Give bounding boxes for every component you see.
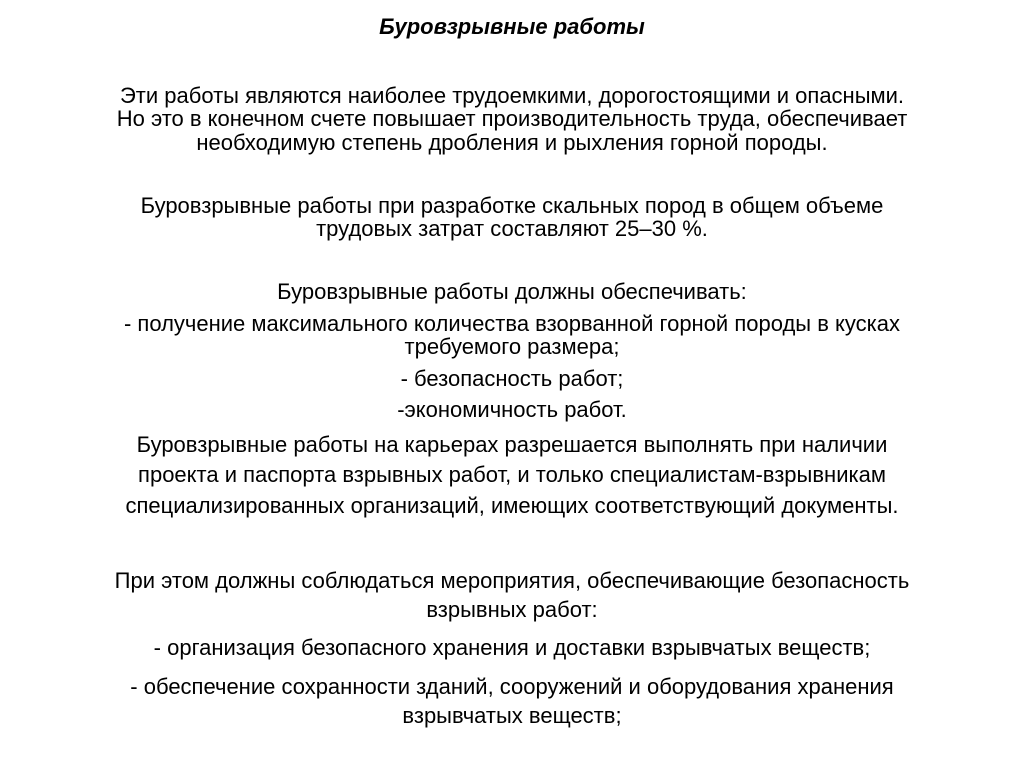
slide-title: Буровзрывные работы	[379, 14, 645, 39]
p5-line-1: При этом должны соблюдаться мероприятия, обеспечивающие безопасность	[114, 568, 910, 593]
p2-line-1: Буровзрывные работы при разработке скальных пород в общем объеме	[140, 193, 884, 218]
p2-line-2: трудовых затрат составляют 25–30 %.	[316, 216, 708, 241]
p3-line-2: - получение максимального количества взорванной горной породы в кусках	[123, 311, 900, 336]
p5-line-5: взрывчатых веществ;	[402, 703, 622, 728]
p3-line-1: Буровзрывные работы должны обеспечивать:	[277, 279, 747, 304]
p1-line-2: Но это в конечном счете повышает производительность труда, обеспечивает	[116, 106, 908, 131]
p4-line-3: специализированных организаций, имеющих соответствующий документы.	[125, 493, 899, 518]
p3-line-5: -экономичность работ.	[397, 397, 627, 422]
p5-line-4: - обеспечение сохранности зданий, сооружений и оборудования хранения	[130, 674, 894, 699]
p4-line-1: Буровзрывные работы на карьерах разрешается выполнять при наличии	[136, 432, 888, 457]
p4-line-2: проекта и паспорта взрывных работ, и только специалистам-взрывникам	[138, 462, 886, 487]
p5-line-3: - организация безопасного хранения и доставки взрывчатых веществ;	[153, 635, 871, 660]
p1-line-1: Эти работы являются наиболее трудоемкими, дорогостоящими и опасными.	[119, 83, 905, 108]
p3-line-3: требуемого размера;	[404, 334, 620, 359]
p5-line-2: взрывных работ:	[426, 597, 598, 622]
p3-line-4: - безопасность работ;	[400, 366, 624, 391]
p1-line-3: необходимую степень дробления и рыхления горной породы.	[196, 130, 828, 155]
